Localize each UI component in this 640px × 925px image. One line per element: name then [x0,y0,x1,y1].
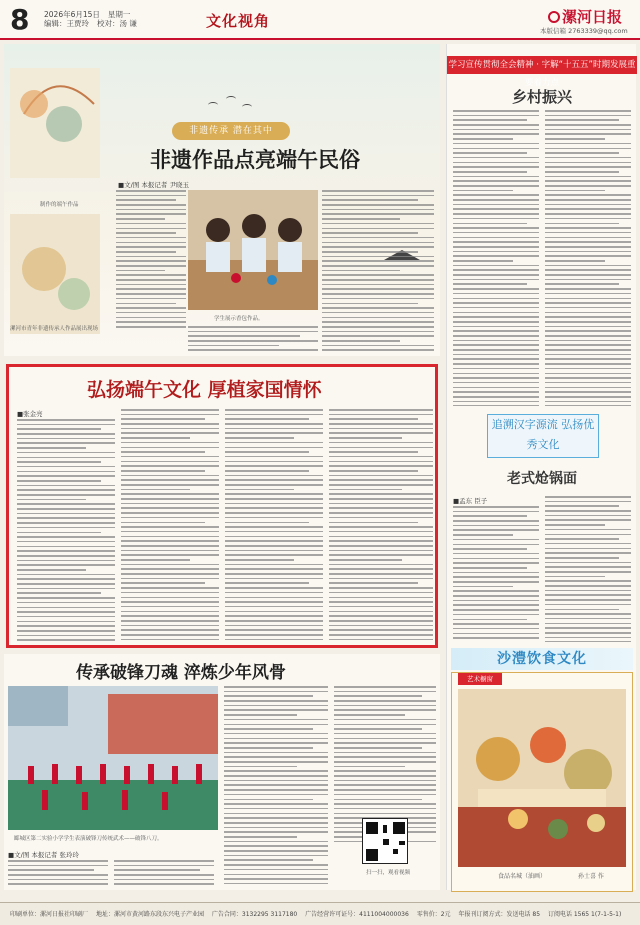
martial-arts-photo [8,686,218,830]
footer-item: 零售价：2元 [416,911,451,918]
highlighted-article [6,364,438,648]
painting-title: 食品名城（油画） [498,873,547,880]
logo-text: 漯河日报 [562,8,623,26]
highlighted-headline: 弘扬端午文化 厚植家国情怀 [87,379,322,401]
noodles-byline: ■孟东 臣子 [453,497,488,505]
feature-tag-chinese-characters: 追溯汉字源流 弘扬优秀文化 [487,414,599,458]
feature-column-2 [188,326,318,352]
footer-item: 广告合同：3132295 3117180 [211,911,298,918]
lower-article [4,654,440,890]
food-culture-banner: 沙澧饮食文化 [451,648,633,670]
footer-item: 订阅电话 1565 1(7-1-5-1) [547,911,622,918]
section-title: 文化视角 [206,12,271,30]
right-column [446,44,636,890]
right-column-1 [453,110,539,406]
weekday: 星期一 [107,10,131,19]
feature-byline: ■文/图 本报记者 尹晓玉 [118,181,189,189]
highlighted-column-3 [225,409,323,641]
bird-icon [226,96,236,102]
oil-painting [458,689,626,867]
small-caption: 制作的端午作品 [40,202,79,208]
painting-author: 孙士喜 作 [578,873,604,880]
feature-column-3 [322,190,434,352]
footer-item: 印刷单位：漯河日报社印刷厂 [10,911,89,918]
footer-item: 地址：漯河市黄河路东段东兴电子产业园 [95,911,204,918]
newspaper-logo [548,6,622,27]
qr-caption: 扫一扫，观看视频 [366,870,411,876]
lower-byline: ■文/图 本报记者 张玲玲 [8,851,79,859]
art-showcase-label: 艺术橱窗 [458,673,502,685]
umbrella-illustration [4,44,124,344]
right-column-3 [453,506,539,642]
feature-headline: 非遗作品点亮端午民俗 [150,147,360,172]
students-photo [188,190,318,310]
lower-headline: 传承破锋刀魂 淬炼少年风骨 [76,663,286,683]
issue-date: 2026年6月15日 [44,10,100,19]
highlighted-column-2 [121,409,219,641]
feature-column-1 [116,190,186,330]
section-rural-revitalization: 乡村振兴 [511,88,572,106]
editor: 编辑：王贾玲 [44,19,89,28]
highlighted-byline: ■张金亮 [17,410,43,418]
bird-icon [242,104,252,110]
bird-icon [208,102,218,108]
footer-item: 年报刊订阅方式：发送电话 85 [458,911,541,918]
footer-item: 广告经营许可证号：4111004000036 [305,911,409,918]
lower-column-1 [8,860,108,888]
photo-caption-left: 漯河市青年非遗传承人作品展出现场 [10,326,99,332]
dateline [44,10,145,28]
highlighted-column-4 [329,409,433,641]
feature-tag: 非遗传承 潜在其中 [172,122,290,140]
right-banner: 学习宣传贯彻全会精神 · 字解“十五五”时期发展重要着力点 [447,56,637,74]
lower-photo-caption: 郾城区第二实验小学学生表演破锋刀传统武术——破锋八刀。 [14,836,163,842]
logo-ring-icon [548,11,560,23]
right-column-4 [545,496,631,642]
highlighted-column-1 [17,419,115,641]
lower-column-3 [224,686,328,888]
masthead [0,0,640,40]
proofreader: 校对：汤 谦 [97,19,137,28]
art-showcase [451,672,633,892]
contact-email: 本版信箱 2763339@qq.com [540,27,628,35]
qr-code-icon [362,818,408,864]
lower-column-2 [114,860,214,888]
right-column-2 [545,110,631,406]
feature-article [4,44,440,356]
footer [0,902,640,925]
photo-caption-mid: 学生展示香包作品。 [214,316,264,322]
page-number: 8 [10,3,30,36]
section-old-noodles: 老式炝锅面 [507,471,577,487]
